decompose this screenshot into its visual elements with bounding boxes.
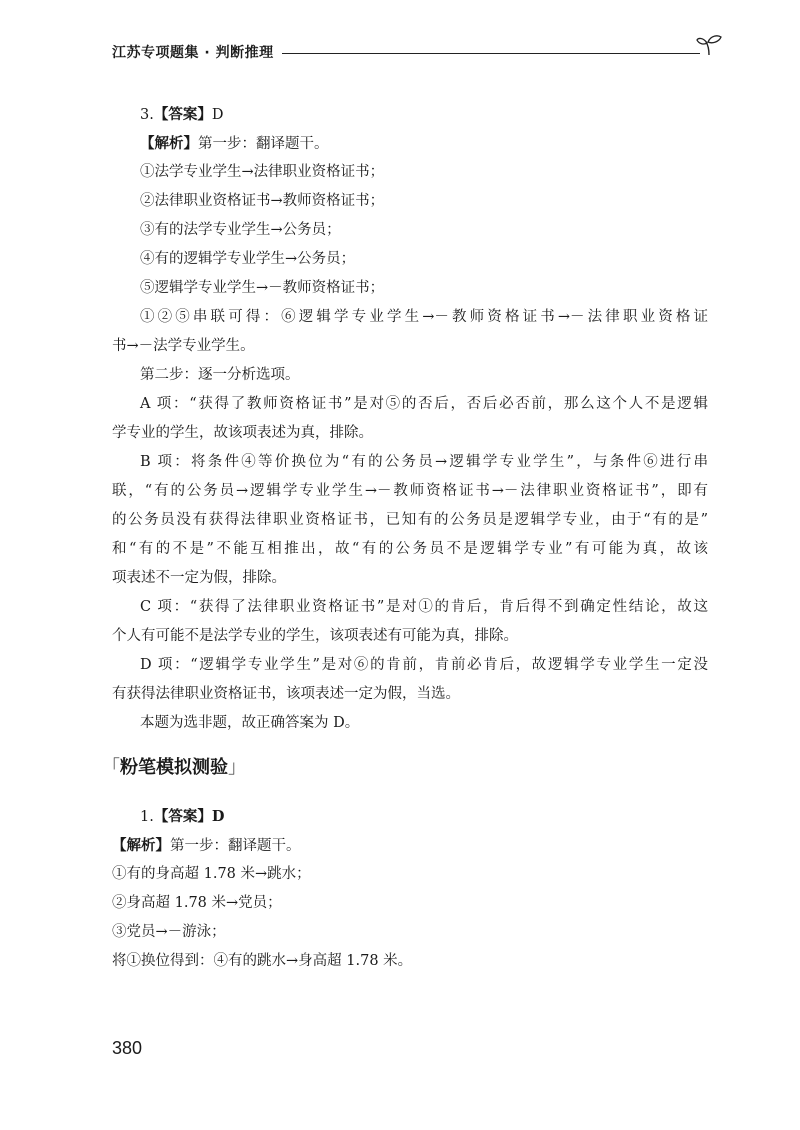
text-line: 项表述不一定为假，排除。	[112, 570, 286, 586]
text-line: 第一步：翻译题干。	[170, 838, 301, 854]
text-line: A 项：“获得了教师资格证书”是对⑤的否后，否后必否前，那么这个人不是逻辑	[140, 396, 708, 412]
answer-value: D	[211, 808, 225, 825]
answer-line	[112, 100, 708, 129]
text-line: ③有的法学专业学生→公务员；	[140, 222, 341, 238]
text-line: C 项：“获得了法律职业资格证书”是对①的肯后，肯后得不到确定性结论，故这	[140, 599, 708, 615]
text-line: ①有的身高超 1.78 米→跳水；	[112, 866, 311, 882]
header-rule	[282, 53, 700, 54]
text-line: ①②⑤串联可得：⑥逻辑学专业学生→－教师资格证书→－法律职业资格证	[140, 309, 708, 325]
text-line: 有获得法律职业资格证书，该项表述一定为假，当选。	[112, 686, 460, 702]
question-number: 3.	[140, 107, 154, 123]
text-line: 第一步：翻译题干。	[198, 136, 329, 152]
text-line: 和“有的不是”不能互相推出，故“有的公务员不是逻辑学专业”有可能为真，故该	[112, 541, 708, 557]
text-line: 书→－法学专业学生。	[112, 338, 255, 354]
text-line: 联，“有的公务员→逻辑学专业学生→－教师资格证书→－法律职业资格证书”，即有	[112, 483, 708, 499]
analysis-label: 【解析】	[140, 135, 198, 152]
text-line: ②身高超 1.78 米→党员；	[112, 895, 282, 911]
text-line: 将①换位得到：④有的跳水→身高超 1.78 米。	[112, 953, 413, 969]
text-line: ②法律职业资格证书→教师资格证书；	[140, 193, 385, 209]
answer-label: 【答案】	[153, 106, 212, 123]
question-number: 1.	[140, 809, 154, 825]
text-line: ①法学专业学生→法律职业资格证书；	[140, 164, 385, 180]
page-number: 380	[112, 1038, 143, 1058]
text-line: 的公务员没有获得法律职业资格证书，已知有的公务员是逻辑学专业，由于“有的是”	[112, 512, 708, 528]
analysis-label: 【解析】	[112, 837, 170, 854]
text-line: ⑤逻辑学专业学生→－教师资格证书；	[140, 280, 385, 296]
text-line: 个人有可能不是法学专业的学生，该项表述有可能为真，排除。	[112, 628, 518, 644]
heading-open-bracket: 「	[102, 757, 120, 778]
text-line: 学专业的学生，故该项表述为真，排除。	[112, 425, 373, 441]
text-line: D 项：“逻辑学专业学生”是对⑥的肯前，肯前必肯后，故逻辑学专业学生一定没	[140, 657, 708, 673]
heading-close-bracket: 」	[228, 757, 246, 778]
text-line: B 项：将条件④等价换位为“有的公务员→逻辑学专业学生”，与条件⑥进行串	[140, 454, 708, 470]
answer-line	[112, 802, 708, 831]
answer-value: D	[211, 107, 224, 123]
text-line: ③党员→－游泳；	[112, 924, 226, 940]
header-title: 江苏专项题集 · 判断推理	[112, 45, 274, 61]
text-line: ④有的逻辑学专业学生→公务员；	[140, 251, 356, 267]
sprout-icon	[696, 34, 722, 56]
analysis-line	[112, 129, 708, 158]
text-line: 第二步：逐一分析选项。	[140, 367, 300, 383]
analysis-line	[112, 831, 708, 860]
text-line: 本题为选非题，故正确答案为 D。	[140, 715, 360, 731]
answer-label: 【答案】	[153, 808, 212, 825]
heading-text: 粉笔模拟测验	[120, 757, 228, 778]
page-content	[102, 100, 708, 976]
running-header	[112, 34, 722, 70]
section-heading	[102, 746, 708, 790]
